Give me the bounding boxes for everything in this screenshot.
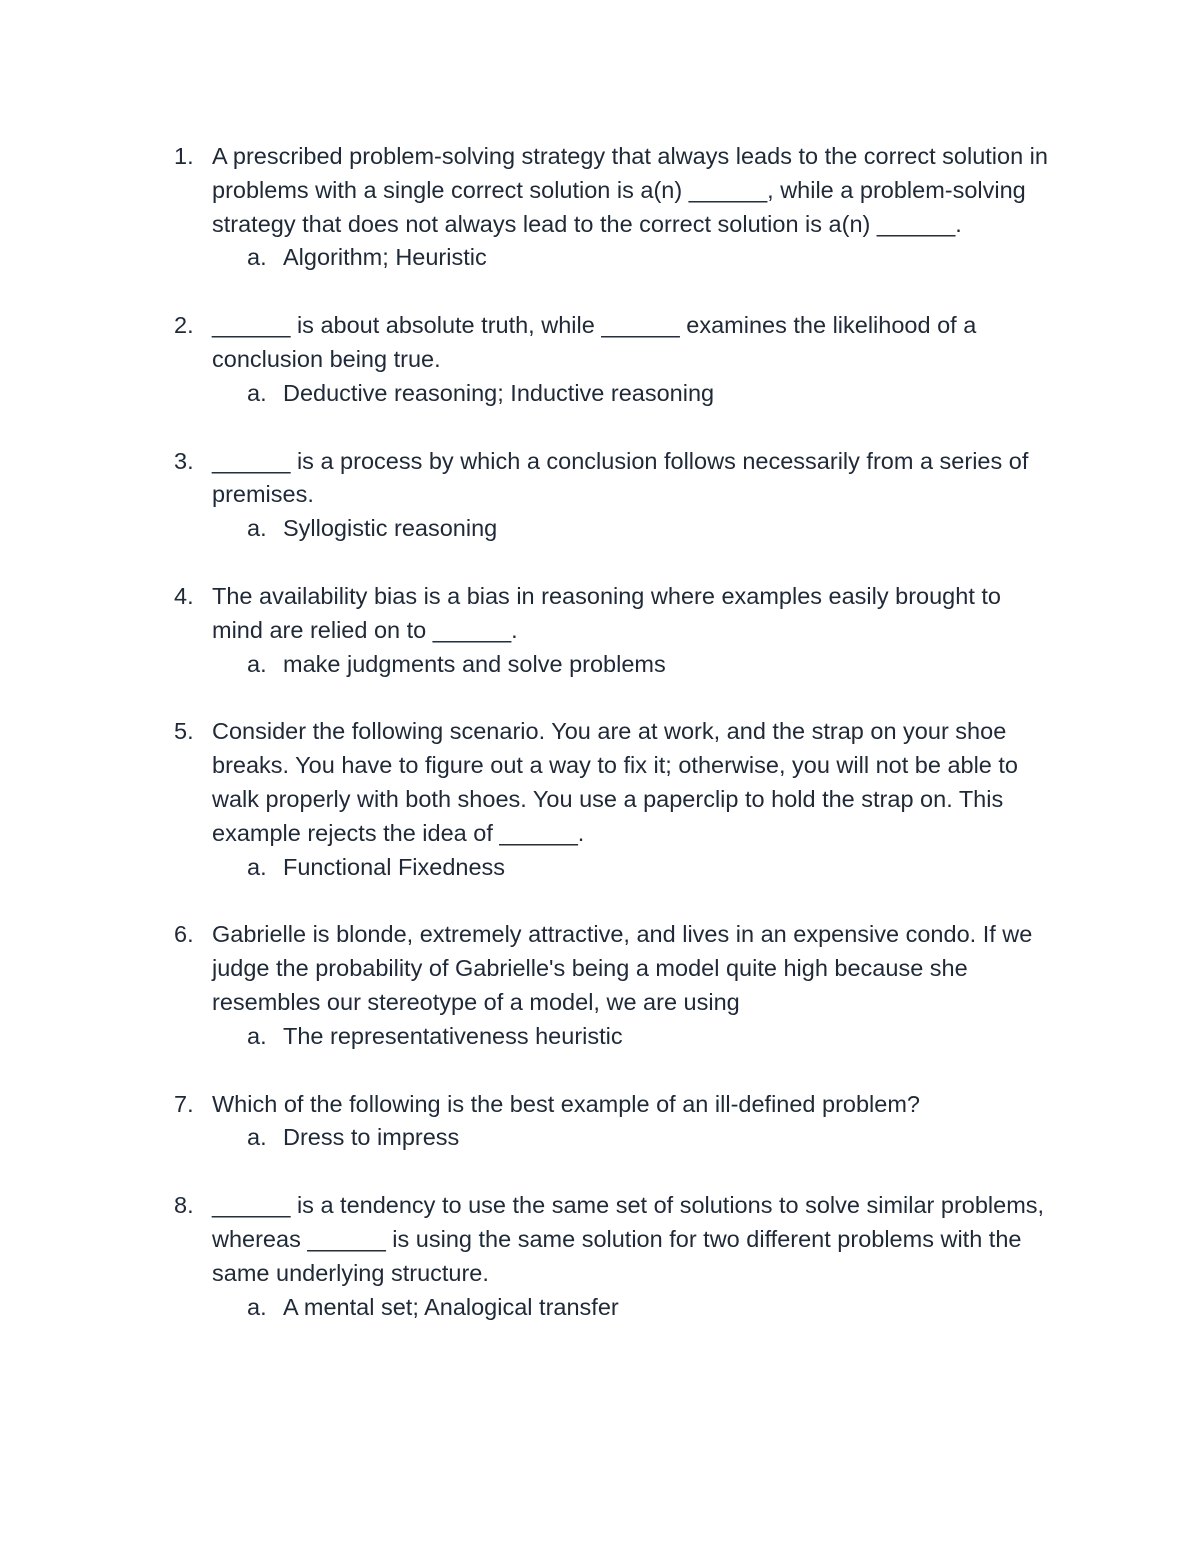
question-item	[174, 309, 1054, 410]
answer-text: Syllogistic reasoning	[283, 515, 498, 542]
answer-letter: a.	[247, 515, 267, 542]
question-item	[174, 1189, 1054, 1324]
answer-text: Dress to impress	[283, 1124, 460, 1151]
answer-letter: a.	[247, 379, 267, 406]
question-text: ______ is a process by which a conclusion follows necessarily from a series of premises.	[212, 447, 1029, 508]
question-number: 2.	[174, 312, 194, 339]
question-item	[174, 140, 1054, 275]
answer-text: Deductive reasoning; Inductive reasoning	[283, 379, 715, 406]
answer-letter: a.	[247, 1293, 267, 1320]
answer-text: Algorithm; Heuristic	[283, 244, 487, 271]
answer-item	[247, 648, 1054, 682]
question-number: 3.	[174, 447, 194, 474]
question-number: 7.	[174, 1090, 194, 1117]
answer-item	[247, 1020, 1054, 1054]
answer-item	[247, 851, 1054, 885]
question-item	[174, 580, 1054, 681]
question-text: A prescribed problem-solving strategy that always leads to the correct solution in problems with a single correct solution is a(n) ______, while a problem-solving strategy that does not always lead to the correct solution is a(n) ______.	[212, 143, 1048, 237]
question-text: The availability bias is a bias in reasoning where examples easily brought to mind are relied on to ______.	[212, 582, 1001, 643]
question-list	[174, 140, 1054, 1358]
answer-letter: a.	[247, 853, 267, 880]
question-number: 6.	[174, 921, 194, 948]
question-item	[174, 445, 1054, 546]
answer-item	[247, 241, 1054, 275]
question-number: 4.	[174, 582, 194, 609]
question-number: 5.	[174, 718, 194, 745]
answer-letter: a.	[247, 650, 267, 677]
answer-text: make judgments and solve problems	[283, 650, 666, 677]
answer-item	[247, 512, 1054, 546]
question-text: ______ is a tendency to use the same set of solutions to solve similar problems, whereas ______ is using the same solution for two different problems with the same underlying structure.	[212, 1192, 1045, 1286]
answer-letter: a.	[247, 1124, 267, 1151]
question-item	[174, 715, 1054, 884]
answer-letter: a.	[247, 1022, 267, 1049]
answer-item	[247, 377, 1054, 411]
question-text: Which of the following is the best example of an ill-defined problem?	[212, 1090, 920, 1117]
answer-text: The representativeness heuristic	[283, 1022, 623, 1049]
answer-item	[247, 1121, 1054, 1155]
answer-item	[247, 1291, 1054, 1325]
question-text: Gabrielle is blonde, extremely attractive, and lives in an expensive condo. If we judge the probability of Gabrielle's being a model quite high because she resembles our stereotype of a model, we are using	[212, 921, 1033, 1015]
question-number: 1.	[174, 143, 194, 169]
question-item	[174, 918, 1054, 1053]
answer-text: A mental set; Analogical transfer	[283, 1293, 619, 1320]
question-number: 8.	[174, 1192, 194, 1219]
question-text: Consider the following scenario. You are at work, and the strap on your shoe breaks. You have to figure out a way to fix it; otherwise, you will not be able to walk properly with both shoes. You use a paperclip to hold the strap on. This example rejects the idea of ______.	[212, 718, 1018, 846]
answer-letter: a.	[247, 244, 267, 271]
answer-text: Functional Fixedness	[283, 853, 506, 880]
question-item	[174, 1088, 1054, 1156]
question-text: ______ is about absolute truth, while ______ examines the likelihood of a conclusion being true.	[212, 312, 977, 372]
